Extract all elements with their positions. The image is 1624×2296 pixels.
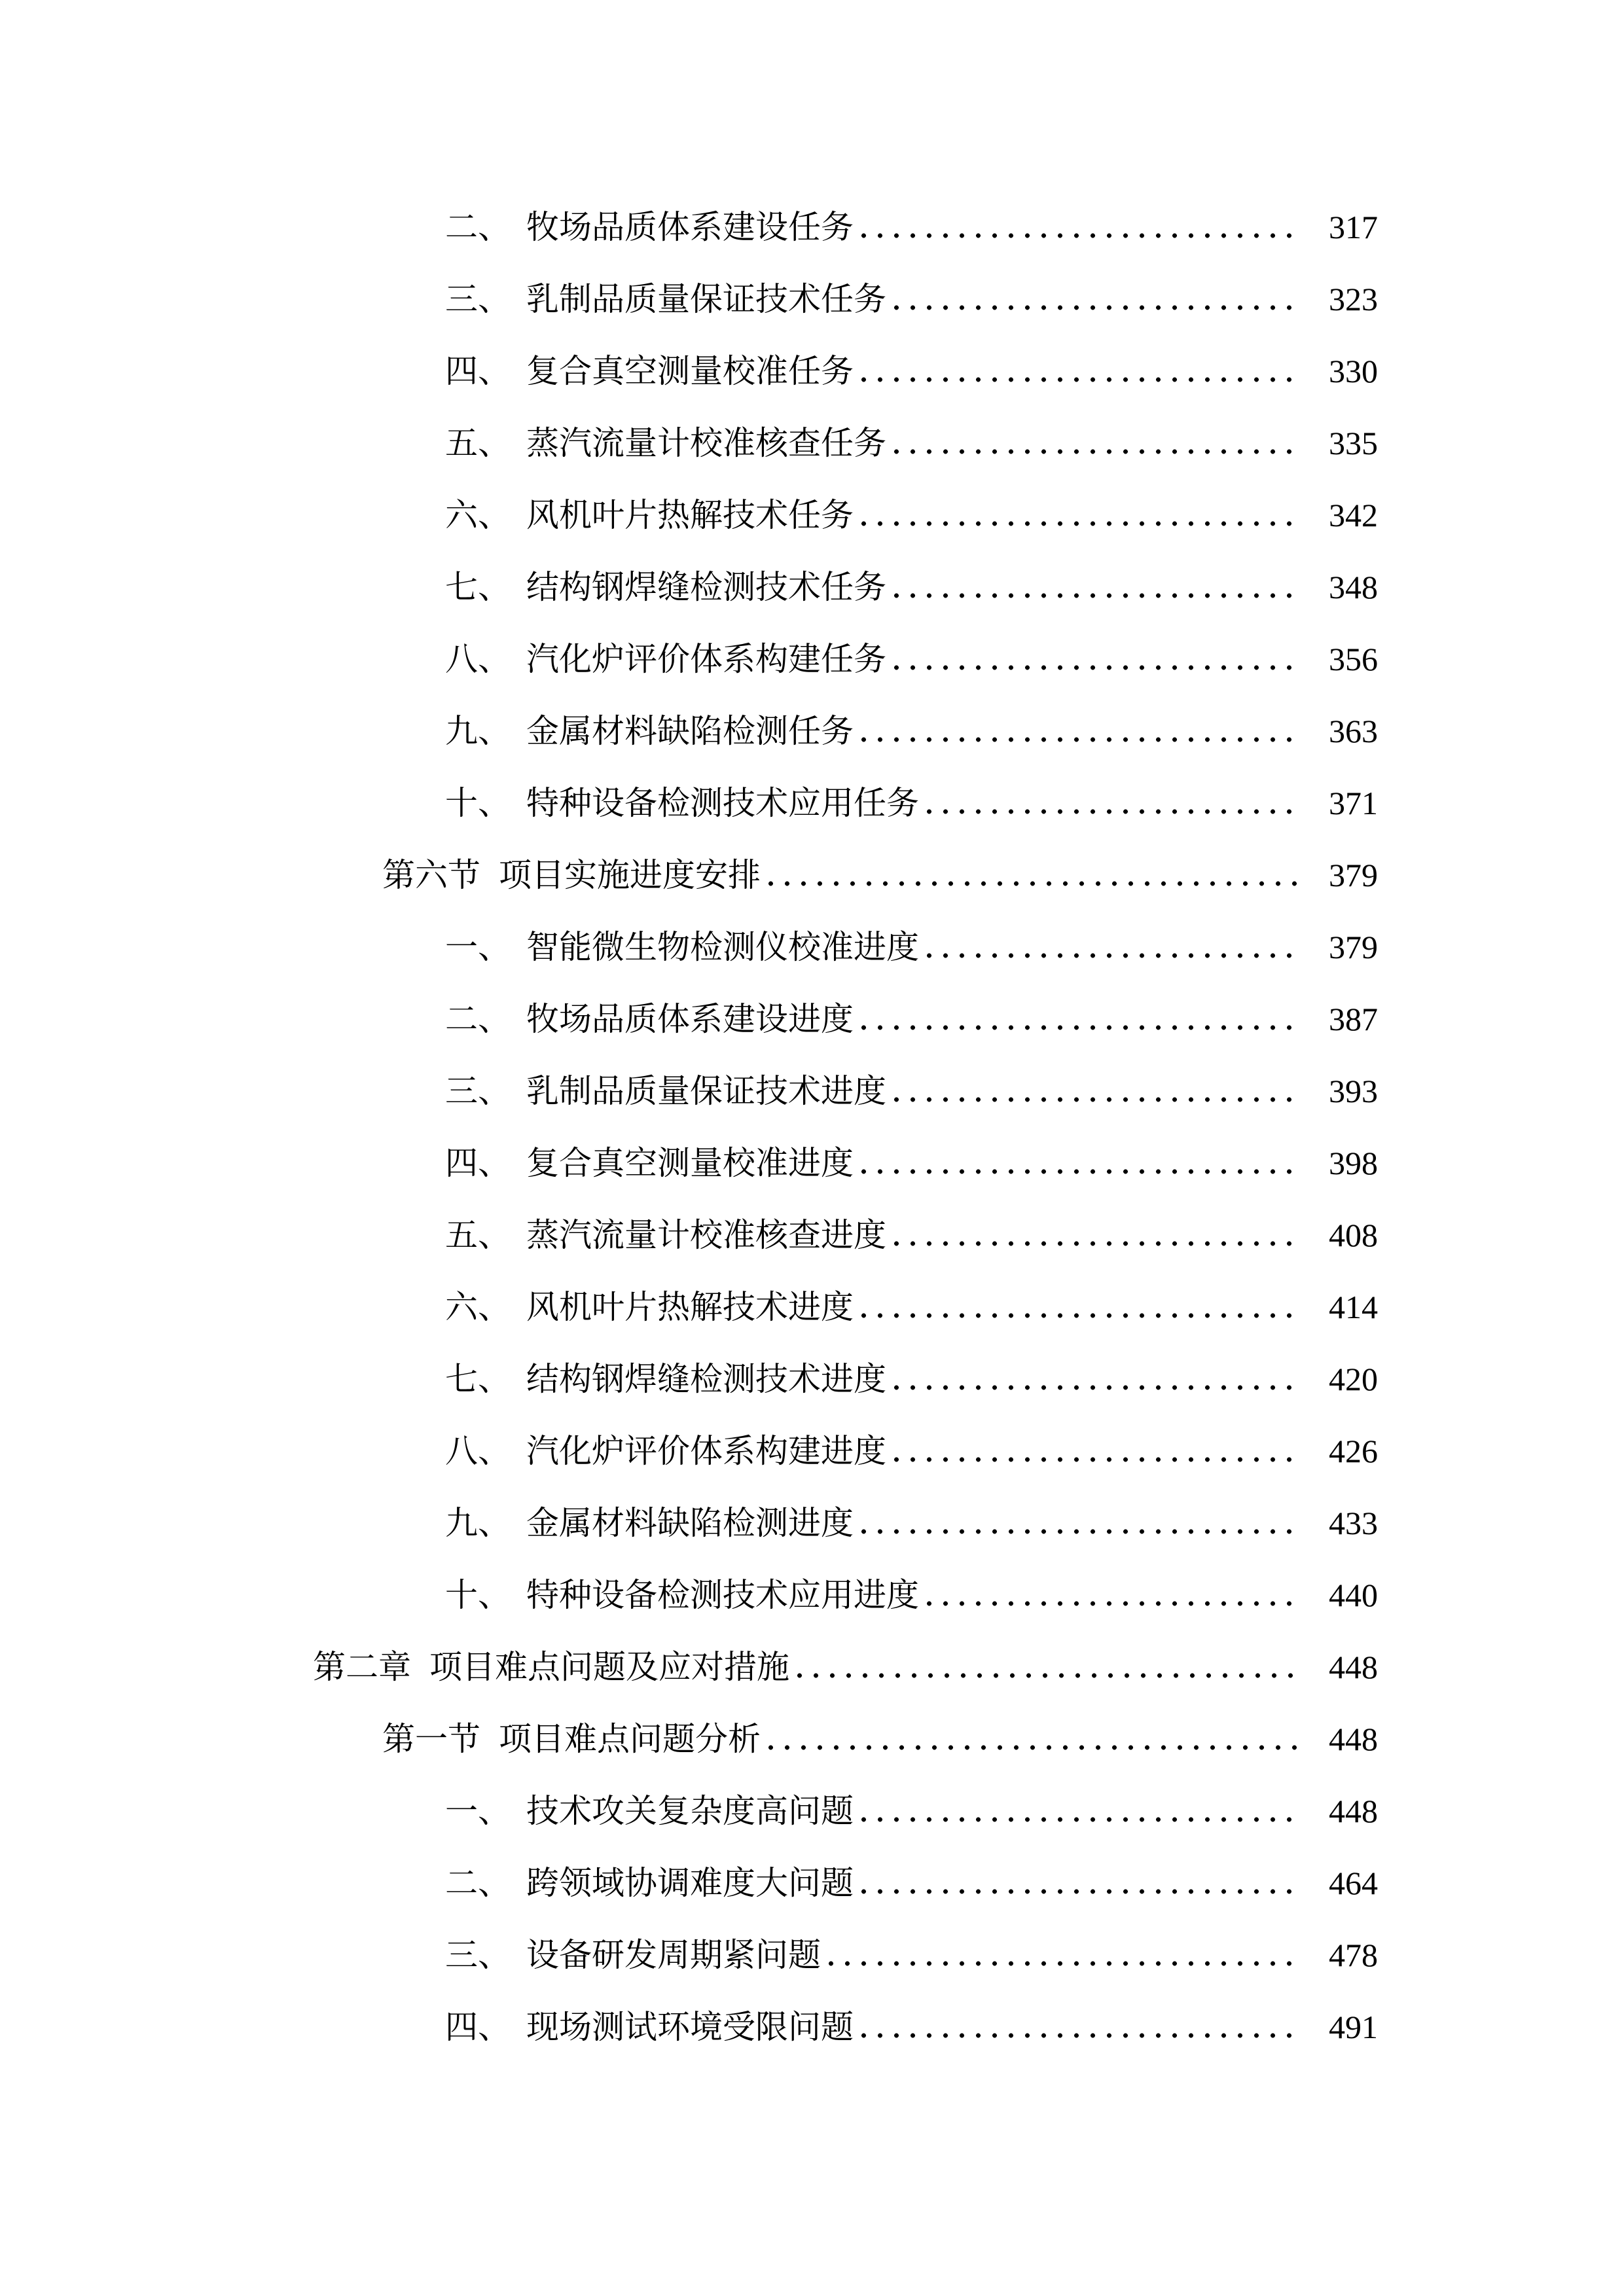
entry-title: 跨领域协调难度大问题 — [526, 1865, 854, 1901]
entry-page: 356 — [1329, 641, 1378, 677]
entry-number: 三、 — [445, 1073, 511, 1109]
entry-title: 项目实施进度安排 — [499, 857, 761, 893]
entry-page: 387 — [1329, 1001, 1378, 1037]
entry-number: 二、 — [445, 1865, 511, 1901]
entry-title: 汽化炉评价体系构建进度 — [526, 1433, 886, 1469]
toc-entry[interactable] — [0, 407, 1624, 479]
toc-entry[interactable] — [0, 1271, 1624, 1343]
entry-page: 420 — [1329, 1361, 1378, 1397]
toc-list — [0, 191, 1624, 2063]
entry-title: 设备研发周期紧问题 — [526, 1937, 821, 1973]
entry-number: 六、 — [445, 497, 511, 533]
toc-entry[interactable] — [0, 263, 1624, 335]
entry-page: 448 — [1329, 1649, 1378, 1685]
toc-entry[interactable] — [0, 1919, 1624, 1991]
entry-number: 四、 — [445, 2009, 511, 2045]
dot-leader — [861, 1817, 1303, 1822]
entry-page: 426 — [1329, 1433, 1378, 1469]
toc-entry[interactable] — [0, 1487, 1624, 1559]
dot-leader — [927, 809, 1303, 814]
entry-title: 风机叶片热解技术任务 — [526, 497, 854, 533]
entry-title: 特种设备检测技术应用进度 — [526, 1577, 919, 1613]
dot-leader — [894, 1097, 1303, 1102]
dot-leader — [894, 1457, 1303, 1462]
dot-leader — [894, 1385, 1303, 1390]
toc-entry[interactable] — [0, 767, 1624, 839]
entry-number: 三、 — [445, 1937, 511, 1973]
toc-entry[interactable] — [0, 1199, 1624, 1271]
toc-entry[interactable] — [0, 1559, 1624, 1631]
toc-entry[interactable] — [0, 839, 1624, 911]
entry-title: 金属材料缺陷检测任务 — [526, 713, 854, 749]
entry-number: 第二章 — [313, 1649, 411, 1685]
toc-entry[interactable] — [0, 1055, 1624, 1127]
toc-entry[interactable] — [0, 1127, 1624, 1199]
dot-leader — [797, 1673, 1303, 1678]
dot-leader — [861, 1025, 1303, 1030]
dot-leader — [861, 377, 1303, 382]
entry-page: 342 — [1329, 497, 1378, 533]
dot-leader — [861, 2033, 1303, 2038]
entry-number: 六、 — [445, 1289, 511, 1325]
entry-page: 379 — [1329, 857, 1378, 893]
entry-number: 八、 — [445, 641, 511, 677]
entry-page: 363 — [1329, 713, 1378, 749]
entry-page: 478 — [1329, 1937, 1378, 1973]
entry-number: 九、 — [445, 1505, 511, 1541]
entry-title: 乳制品质量保证技术进度 — [526, 1073, 886, 1109]
toc-entry[interactable] — [0, 1991, 1624, 2063]
entry-title: 蒸汽流量计校准核查进度 — [526, 1217, 886, 1253]
entry-page: 371 — [1329, 785, 1378, 821]
entry-number: 一、 — [445, 1793, 511, 1829]
entry-number: 五、 — [445, 425, 511, 461]
dot-leader — [894, 449, 1303, 454]
toc-entry[interactable] — [0, 1775, 1624, 1847]
entry-page: 433 — [1329, 1505, 1378, 1541]
entry-number: 三、 — [445, 281, 511, 317]
entry-number: 第一节 — [382, 1721, 480, 1757]
dot-leader — [861, 737, 1303, 742]
entry-title: 现场测试环境受限问题 — [526, 2009, 854, 2045]
toc-entry[interactable] — [0, 911, 1624, 983]
toc-entry[interactable] — [0, 1343, 1624, 1415]
entry-title: 乳制品质量保证技术任务 — [526, 281, 886, 317]
dot-leader — [861, 521, 1303, 526]
entry-title: 金属材料缺陷检测进度 — [526, 1505, 854, 1541]
entry-title: 牧场品质体系建设任务 — [526, 209, 854, 245]
dot-leader — [768, 1745, 1303, 1750]
entry-number: 二、 — [445, 209, 511, 245]
entry-number: 四、 — [445, 1145, 511, 1181]
toc-entry[interactable] — [0, 983, 1624, 1055]
entry-page: 379 — [1329, 929, 1378, 965]
entry-page: 448 — [1329, 1793, 1378, 1829]
entry-number: 第六节 — [382, 857, 480, 893]
entry-number: 一、 — [445, 929, 511, 965]
toc-entry[interactable] — [0, 1631, 1624, 1703]
entry-number: 十、 — [445, 785, 511, 821]
entry-page: 440 — [1329, 1577, 1378, 1613]
entry-title: 项目难点问题及应对措施 — [429, 1649, 789, 1685]
entry-page: 393 — [1329, 1073, 1378, 1109]
entry-page: 408 — [1329, 1217, 1378, 1253]
toc-entry[interactable] — [0, 551, 1624, 623]
dot-leader — [861, 233, 1303, 238]
entry-page: 464 — [1329, 1865, 1378, 1901]
dot-leader — [894, 593, 1303, 598]
dot-leader — [894, 665, 1303, 670]
entry-title: 项目难点问题分析 — [499, 1721, 761, 1757]
entry-title: 技术攻关复杂度高问题 — [526, 1793, 854, 1829]
entry-page: 323 — [1329, 281, 1378, 317]
entry-title: 风机叶片热解技术进度 — [526, 1289, 854, 1325]
entry-page: 398 — [1329, 1145, 1378, 1181]
dot-leader — [768, 881, 1303, 886]
entry-number: 四、 — [445, 353, 511, 389]
entry-number: 七、 — [445, 1361, 511, 1397]
entry-number: 十、 — [445, 1577, 511, 1613]
toc-entry[interactable] — [0, 623, 1624, 695]
entry-page: 330 — [1329, 353, 1378, 389]
toc-entry[interactable] — [0, 191, 1624, 263]
toc-entry[interactable] — [0, 1703, 1624, 1775]
entry-title: 复合真空测量校准任务 — [526, 353, 854, 389]
entry-title: 牧场品质体系建设进度 — [526, 1001, 854, 1037]
dot-leader — [861, 1313, 1303, 1318]
toc-entry[interactable] — [0, 1847, 1624, 1919]
dot-leader — [861, 1889, 1303, 1894]
entry-page: 491 — [1329, 2009, 1378, 2045]
entry-page: 348 — [1329, 569, 1378, 605]
dot-leader — [894, 1241, 1303, 1246]
entry-title: 特种设备检测技术应用任务 — [526, 785, 919, 821]
entry-title: 结构钢焊缝检测技术进度 — [526, 1361, 886, 1397]
entry-number: 二、 — [445, 1001, 511, 1037]
toc-entry[interactable] — [0, 335, 1624, 407]
dot-leader — [861, 1529, 1303, 1534]
entry-page: 335 — [1329, 425, 1378, 461]
toc-entry[interactable] — [0, 479, 1624, 551]
entry-number: 七、 — [445, 569, 511, 605]
entry-number: 八、 — [445, 1433, 511, 1469]
entry-title: 智能微生物检测仪校准进度 — [526, 929, 919, 965]
dot-leader — [927, 953, 1303, 958]
entry-title: 结构钢焊缝检测技术任务 — [526, 569, 886, 605]
entry-page: 317 — [1329, 209, 1378, 245]
dot-leader — [927, 1601, 1303, 1606]
dot-leader — [861, 1169, 1303, 1174]
toc-entry[interactable] — [0, 695, 1624, 767]
entry-title: 汽化炉评价体系构建任务 — [526, 641, 886, 677]
entry-page: 448 — [1329, 1721, 1378, 1757]
entry-title: 复合真空测量校准进度 — [526, 1145, 854, 1181]
entry-page: 414 — [1329, 1289, 1378, 1325]
toc-entry[interactable] — [0, 1415, 1624, 1487]
dot-leader — [829, 1961, 1303, 1966]
entry-number: 五、 — [445, 1217, 511, 1253]
entry-title: 蒸汽流量计校准核查任务 — [526, 425, 886, 461]
dot-leader — [894, 305, 1303, 310]
entry-number: 九、 — [445, 713, 511, 749]
